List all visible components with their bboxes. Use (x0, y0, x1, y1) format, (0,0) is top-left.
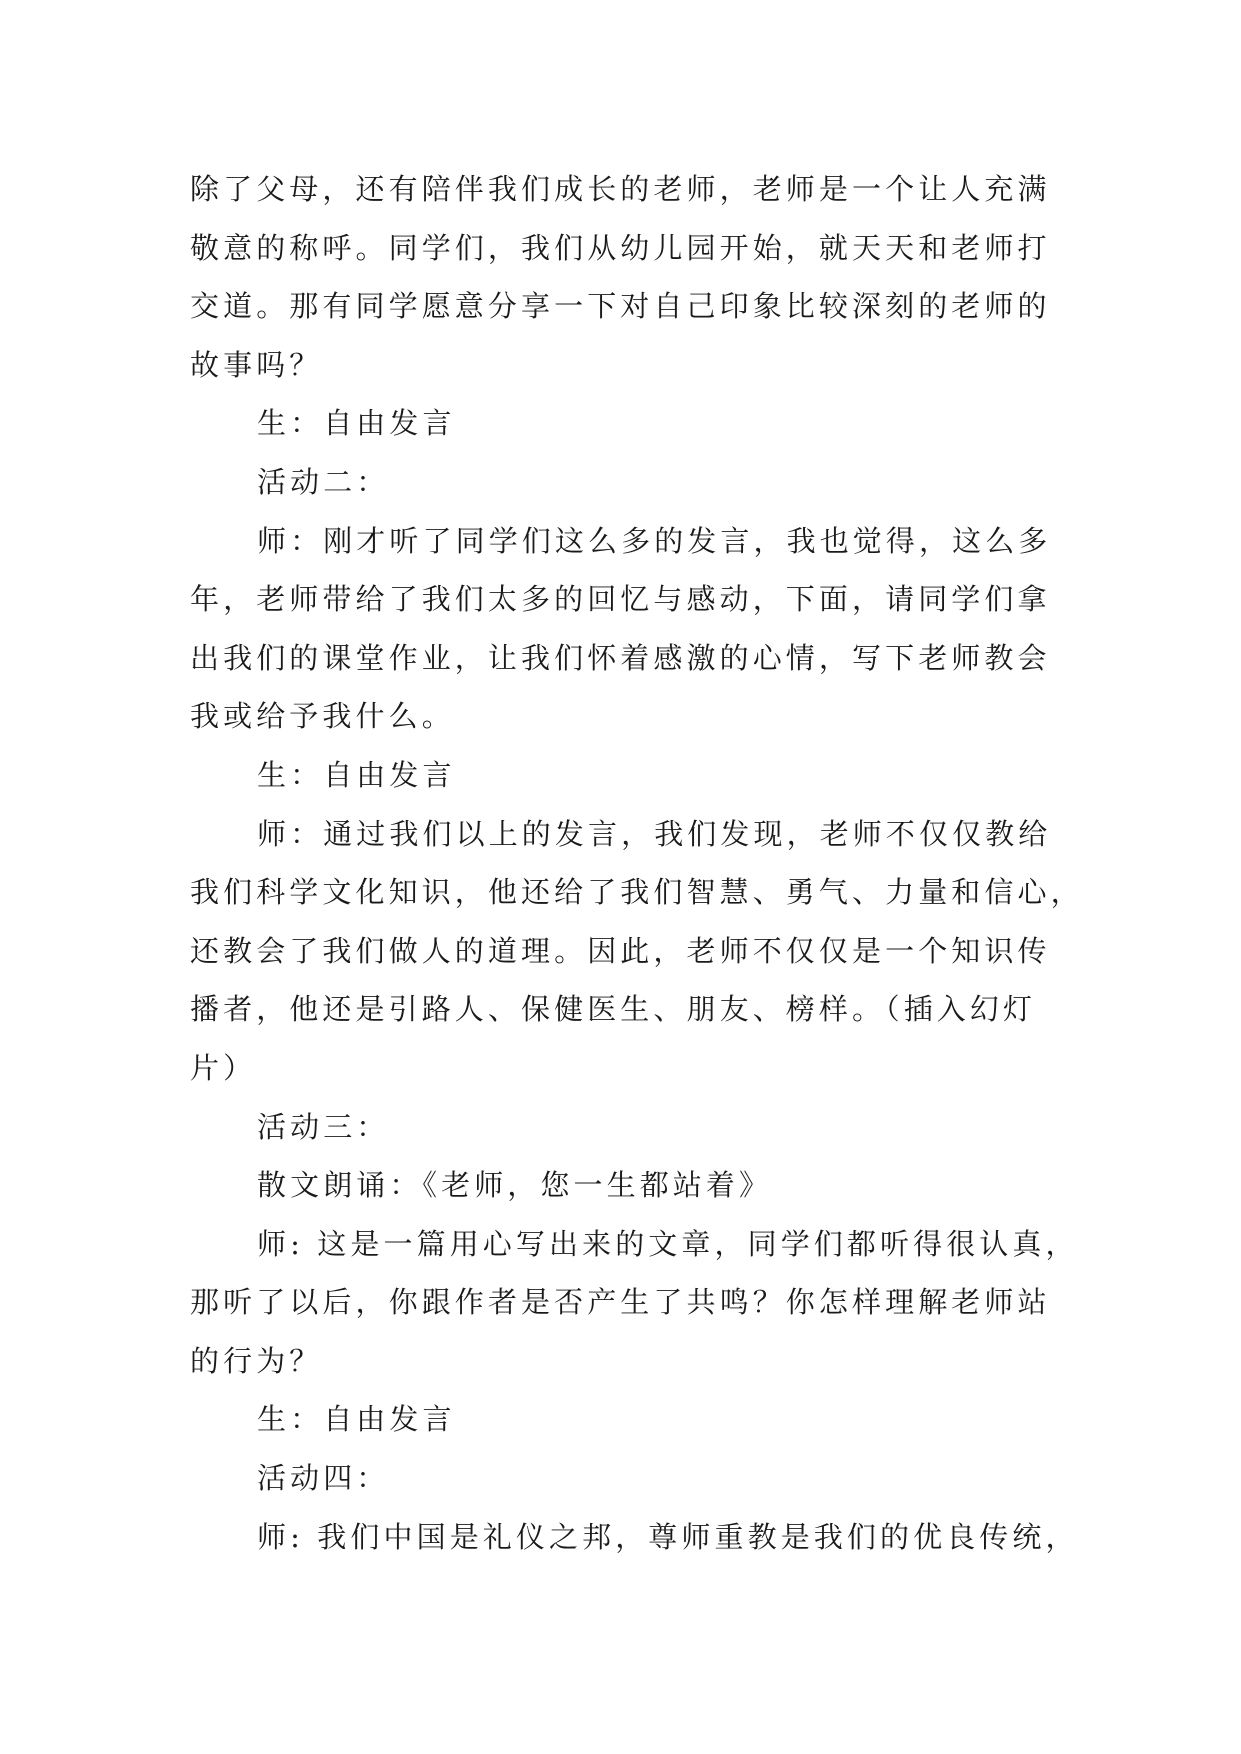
activity-heading: 活动四： (257, 1461, 390, 1496)
teacher-line: 师: 我们中国是礼仪之邦，尊师重教是我们的优良传统， (257, 1519, 1079, 1554)
paragraph-line: 那听了以后，你跟作者是否产生了共鸣？你怎样理解老师站 (190, 1285, 1051, 1320)
paragraph-line: 的行为？ (190, 1343, 323, 1378)
teacher-line: 师：通过我们以上的发言，我们发现，老师不仅仅教给 (257, 816, 1052, 851)
student-response-line: 生：自由发言 (257, 1402, 456, 1437)
paragraph-line: 敬意的称呼。同学们，我们从幼儿园开始，就天天和老师打 (190, 230, 1051, 265)
teacher-line: 师：刚才听了同学们这么多的发言，我也觉得，这么多 (257, 523, 1052, 558)
student-response-line: 生：自由发言 (257, 406, 456, 441)
paragraph-line: 我或给予我什么。 (190, 699, 455, 734)
paragraph-line: 我们科学文化知识，他还给了我们智慧、勇气、力量和信心， (190, 875, 1084, 910)
paragraph-line: 出我们的课堂作业，让我们怀着感激的心情，写下老师教会 (190, 640, 1051, 675)
paragraph-line: 播者，他还是引路人、保健医生、朋友、榜样。（插入幻灯 (190, 992, 1037, 1027)
activity-heading: 活动三： (257, 1109, 390, 1144)
paragraph-line: 还教会了我们做人的道理。因此，老师不仅仅是一个知识传 (190, 933, 1051, 968)
document-body (190, 160, 1084, 1566)
student-response-line: 生：自由发言 (257, 757, 456, 792)
paragraph-line: 年，老师带给了我们太多的回忆与感动，下面，请同学们拿 (190, 582, 1051, 617)
teacher-line: 师: 这是一篇用心写出来的文章，同学们都听得很认真， (257, 1226, 1079, 1261)
paragraph-line: 交道。那有同学愿意分享一下对自己印象比较深刻的老师的 (190, 289, 1051, 324)
paragraph-line: 片） (190, 1050, 257, 1085)
activity-heading: 活动二： (257, 464, 390, 499)
paragraph-line: 除了父母，还有陪伴我们成长的老师，老师是一个让人充满 (190, 172, 1051, 206)
paragraph-line: 故事吗？ (190, 347, 323, 382)
recitation-line: 散文朗诵：《老师，您一生都站着》 (257, 1168, 773, 1203)
